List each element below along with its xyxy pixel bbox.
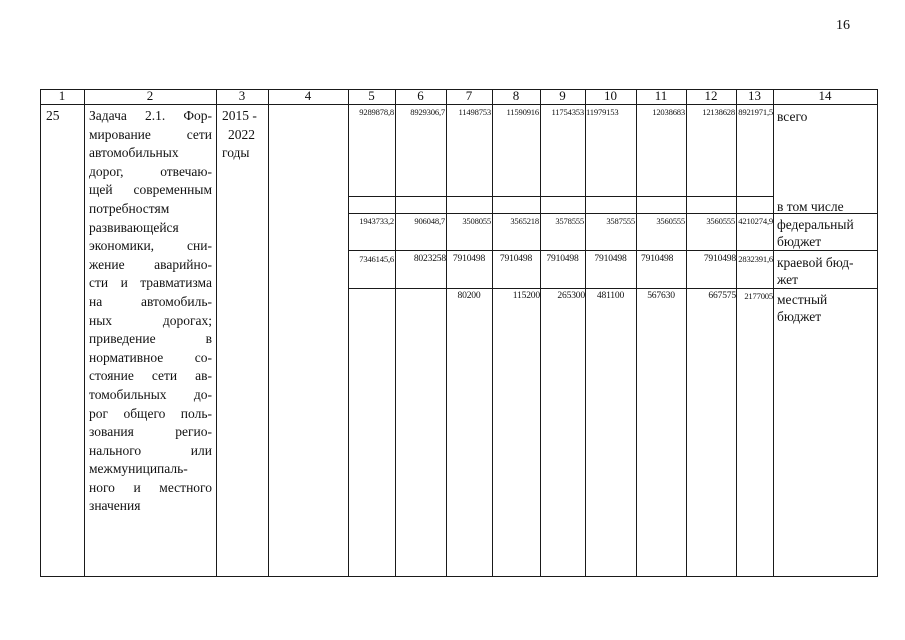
regional-value-col7: 7910498 [452, 253, 486, 264]
period-line: годы [222, 145, 250, 160]
header-cell-4: 4 [304, 88, 312, 103]
task-line: ных дорогах; [89, 312, 212, 328]
task-line: экономики, сни- [89, 238, 212, 254]
task-line: приведение в [89, 331, 212, 347]
regional-value-col5: 7346145,6 [359, 254, 394, 264]
federal-value-col7: 3508055 [462, 216, 491, 226]
local-value-col12: 667575 [708, 290, 736, 301]
header-cell-5: 5 [368, 88, 375, 103]
local-value-col10: 481100 [596, 290, 625, 301]
federal-value-col9: 3578555 [555, 216, 584, 226]
table-bottom-border [40, 576, 878, 577]
rule-regional-bottom [348, 288, 878, 289]
task-line: жение аварийно- [89, 256, 212, 272]
header-cell-9: 9 [559, 88, 566, 103]
total-value-col6: 8929306,7 [410, 107, 445, 117]
local-value-col7: 80200 [457, 290, 481, 301]
header-cell-12: 12 [704, 88, 718, 103]
header-cell-2: 2 [146, 88, 154, 103]
task-line: зования регио- [89, 424, 212, 440]
rule-totals-bottom [348, 196, 773, 197]
task-line: сти и травматизма [89, 275, 212, 291]
task-line: потребностям [89, 200, 170, 216]
task-line: щей современным [89, 182, 212, 198]
task-line: развивающейся [89, 219, 179, 235]
regional-value-col10: 7910498 [594, 253, 627, 264]
total-value-col7: 11498753 [458, 107, 491, 117]
col-border-7 [492, 89, 493, 577]
col-border-11 [686, 89, 687, 577]
source-total: всего [777, 109, 808, 124]
total-value-col13: 8921971,5 [738, 107, 773, 117]
col-border-12 [736, 89, 737, 577]
source-regional [777, 254, 854, 288]
task-line: томобильных до- [89, 386, 212, 402]
task-line: рог общего поль- [89, 405, 212, 421]
source-federal-line: федеральный [777, 217, 854, 232]
row-number: 25 [46, 108, 60, 123]
local-value-col13: 2177005 [744, 291, 773, 301]
period-line: 2015 - [222, 108, 257, 123]
source-local-line: местный [777, 292, 828, 307]
source-regional-line: краевой бюд- [777, 255, 854, 270]
task-line: Задача 2.1. Фор- [89, 108, 212, 123]
col-border-9 [585, 89, 586, 577]
col-border-2 [216, 89, 217, 577]
header-cell-8: 8 [512, 88, 520, 103]
regional-value-col11: 7910498 [641, 253, 674, 264]
col-border-10 [636, 89, 637, 577]
total-value-col5: 9289878,8 [359, 107, 394, 117]
task-line: дорог, отвечаю- [89, 163, 212, 179]
header-cell-11: 11 [654, 88, 668, 103]
col-border-13 [773, 89, 774, 577]
local-value-col9: 265300 [557, 290, 585, 301]
source-regional-line: жет [777, 272, 799, 287]
header-cell-1: 1 [58, 88, 66, 103]
regional-value-col6: 8023258 [413, 253, 446, 264]
col-border-3 [268, 89, 269, 577]
col-border-4 [348, 89, 349, 577]
task-line: стояние сети ав- [89, 368, 212, 384]
total-value-col12: 12138628 [702, 107, 735, 117]
page-number: 16 [836, 18, 850, 33]
col-border-6 [446, 89, 447, 577]
header-cell-3: 3 [238, 88, 246, 103]
regional-value-col8: 7910498 [499, 253, 533, 264]
task-line: нального или [89, 442, 212, 458]
period-line: 2022 [228, 126, 255, 142]
source-including: в том числе [777, 199, 844, 214]
local-value-col11: 567630 [647, 290, 675, 301]
federal-value-col10: 3587555 [606, 216, 635, 226]
col-border-14 [877, 89, 878, 577]
col-border-0 [40, 89, 41, 577]
col-border-8 [540, 89, 541, 577]
col-border-1 [84, 89, 85, 577]
regional-value-col9: 7910498 [546, 253, 579, 264]
task-line: межмуниципаль- [89, 461, 188, 477]
task-line: автомобильных [89, 145, 179, 161]
federal-value-col5: 1943733,2 [359, 216, 394, 226]
task-line: ного и местного [89, 479, 212, 495]
source-federal-line: бюджет [777, 234, 822, 249]
header-cell-7: 7 [465, 88, 473, 103]
regional-value-col13: 2832391,6 [738, 254, 773, 264]
task-line: значения [89, 498, 141, 514]
federal-value-col11: 3560555 [656, 216, 685, 226]
task-line: мирование сети [89, 126, 212, 142]
regional-value-col12: 7910498 [703, 253, 736, 264]
task-description [89, 107, 212, 516]
period [222, 107, 266, 163]
federal-value-col12: 3560555 [706, 216, 735, 226]
rule-federal-bottom [348, 250, 878, 251]
total-value-col11: 12038683 [652, 107, 685, 117]
col-border-5 [395, 89, 396, 577]
header-cell-14: 14 [818, 88, 832, 103]
source-federal [777, 216, 854, 250]
total-value-col10: 11979153 [586, 107, 619, 117]
source-local-line: бюджет [777, 309, 822, 324]
local-value-col8: 115200 [512, 290, 540, 301]
source-local [777, 291, 827, 325]
header-bottom-border [40, 104, 878, 105]
header-cell-10: 10 [604, 88, 617, 103]
task-line: на автомобиль- [89, 293, 212, 309]
task-line: нормативное со- [89, 349, 212, 365]
total-value-col9: 11754353 [551, 107, 584, 117]
federal-value-col6: 906048,7 [414, 216, 445, 226]
header-cell-6: 6 [417, 88, 424, 103]
header-cell-13: 13 [748, 88, 761, 103]
federal-value-col13: 4210274,9 [738, 216, 773, 226]
total-value-col8: 11590916 [506, 107, 539, 117]
federal-value-col8: 3565218 [510, 216, 539, 226]
